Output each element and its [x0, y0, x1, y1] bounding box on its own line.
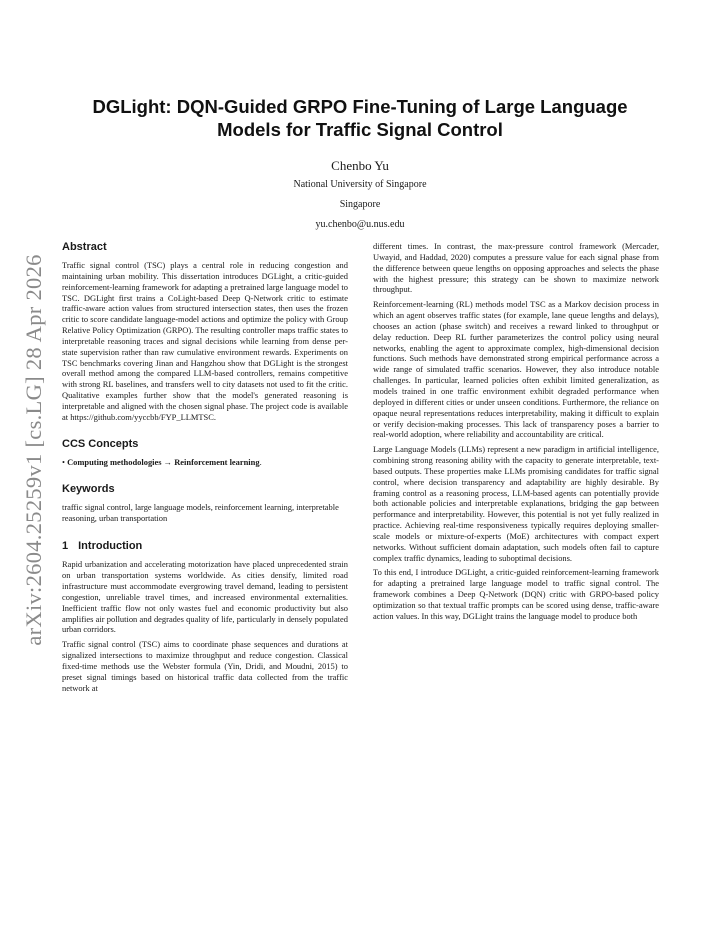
abstract-heading: Abstract	[62, 241, 107, 253]
right-column	[373, 241, 659, 626]
section-title: Introduction	[78, 540, 143, 553]
author-name: Chenbo Yu	[331, 158, 389, 173]
intro-paragraph: Rapid urbanization and accelerating motorization have placed unprecedented strain on urban transportation systems worldwide. As cities densify, limited road infrastructure must accommodate evergrowing travel demand, leading to persistent congestion, unreliable travel times, and increased environmental externalities. Inefficient traffic flow not only wastes fuel and economic productivity but also amplifies air pollution and degrades quality of life, particularly in densely populated urban corridors.	[62, 559, 348, 635]
author-block	[60, 157, 660, 235]
author-email: yu.chenbo@u.nus.edu	[315, 219, 405, 230]
paper-title: DGLight: DQN-Guided GRPO Fine-Tuning of Large Language Models for Traffic Signal Control	[92, 96, 628, 140]
intro-paragraph: Traffic signal control (TSC) aims to coordinate phase sequences and durations at signalized intersections to maximize throughput and reduce congestion. Classical fixed-time methods use the Webster formula (Yin, Dridi, and Moudni, 2015) to preset signal timings based on historical traffic data collected from the traffic network at	[62, 639, 348, 693]
keywords-text: traffic signal control, large language models, reinforcement learning, interpretable reasoning, urban transportation	[62, 501, 339, 523]
body-paragraph: Reinforcement-learning (RL) methods model TSC as a Markov decision process in which an agent observes traffic states (for example, lane queue lengths and delays), chooses an action (phase switch) and receives a reward linked to throughput or delay reduction. Deep RL further parameterizes the control policy using neural networks, enabling the agent to approximate complex, high-dimensional decision functions. Such methods have demonstrated strong empirical performance across a wide range of simulated traffic scenarios. However, they also introduce notable challenges. In particular, learned policies often exhibit limited generalization, as models trained in one traffic environment exhibit degraded performance when deployed in different cities or under unseen conditions. Furthermore, the reliance on opaque neural representations reduces interpretability, making it difficult to explain or verify decision-making processes. This lack of transparency poses a barrier to real-world adoption, where reliability and accountability are critical.	[373, 299, 659, 440]
abstract-text: Traffic signal control (TSC) plays a central role in reducing congestion and maintaining urban mobility. This dissertation introduces DGLight, a critic-guided reinforcement-learning framework for adapting a pretrained large language model to TSC. DGLight first trains a CoLight-based Deep Q-Network critic to estimate traffic-aware action values from structured intersection states, then uses the frozen critic to score candidate language-model actions and optimize the policy with Group Relative Policy Optimization (GRPO). The resulting controller maps traffic states to interpretable reasoning traces and signal decisions while learning from dense per-state supervision rather than raw cumulative environment rewards. Experiments on TSC benchmarks covering Jinan and Hangzhou show that DGLight is the strongest overall method among the compared LLM-based controllers, remains competitive with strong RL baselines, and transfers well to city datasets not used to fit the critic. Qualitative examples further show that the model's generated reasoning is interpretable and aligned with the chosen signal phase. The project code is available at https://github.com/yyccbb/FYP_LLMTSC.	[62, 260, 348, 422]
body-paragraph: To this end, I introduce DGLight, a critic-guided reinforcement-learning framework for adapting a pretrained large language model to traffic signal control. The framework combines a Deep Q-Network (DQN) critic with GRPO-based policy optimization so that textual traffic prompts can be scored using dense, traffic-aware action values. In this way, DGLight trains the language model to produce both	[373, 567, 659, 621]
ccs-bullet: •	[62, 456, 65, 467]
ccs-suffix: .	[259, 456, 262, 467]
author-affiliation: National University of Singapore	[293, 179, 427, 190]
ccs-concepts	[62, 457, 348, 468]
body-paragraph: different times. In contrast, the max-pressure control framework (Mercader, Uwayid, and Haddad, 2020) computes a pressure value for each signal phase from the difference between queue lengths on opposing approaches and selects the phase with the highest pressure; this strategy can be shown to maximize network throughput.	[373, 241, 659, 295]
keywords-heading: Keywords	[62, 482, 115, 495]
ccs-heading: CCS Concepts	[62, 437, 139, 450]
introduction-heading	[62, 539, 348, 553]
author-location: Singapore	[339, 199, 381, 210]
ccs-concept: Computing methodologies → Reinforcement learning	[67, 456, 260, 467]
body-paragraph: Large Language Models (LLMs) represent a new paradigm in artificial intelligence, combining strong reasoning ability with the capacity to generate interpretable, text-based outputs. These properties make LLMs promising candidates for traffic signal control, where decision transparency and adaptability are highly desirable. By framing control as a reasoning process, LLM-based agents can potentially provide both actionable policies and interpretable explanations, bridging the gap between performance and interpretability. However, this potential is not yet fully realized in practice. Achieving real-time responsiveness typically requires deploying smaller-scale models or mixture-of-experts (MoE) architectures with compact expert networks. Without sufficient domain adaptation, such models often fail to capture complex traffic dynamics, leading to suboptimal decisions.	[373, 444, 659, 563]
arxiv-identifier: arXiv:2604.25259v1 [cs.LG] 28 Apr 2026	[21, 254, 46, 646]
left-column	[62, 240, 348, 697]
section-number: 1	[62, 540, 69, 553]
